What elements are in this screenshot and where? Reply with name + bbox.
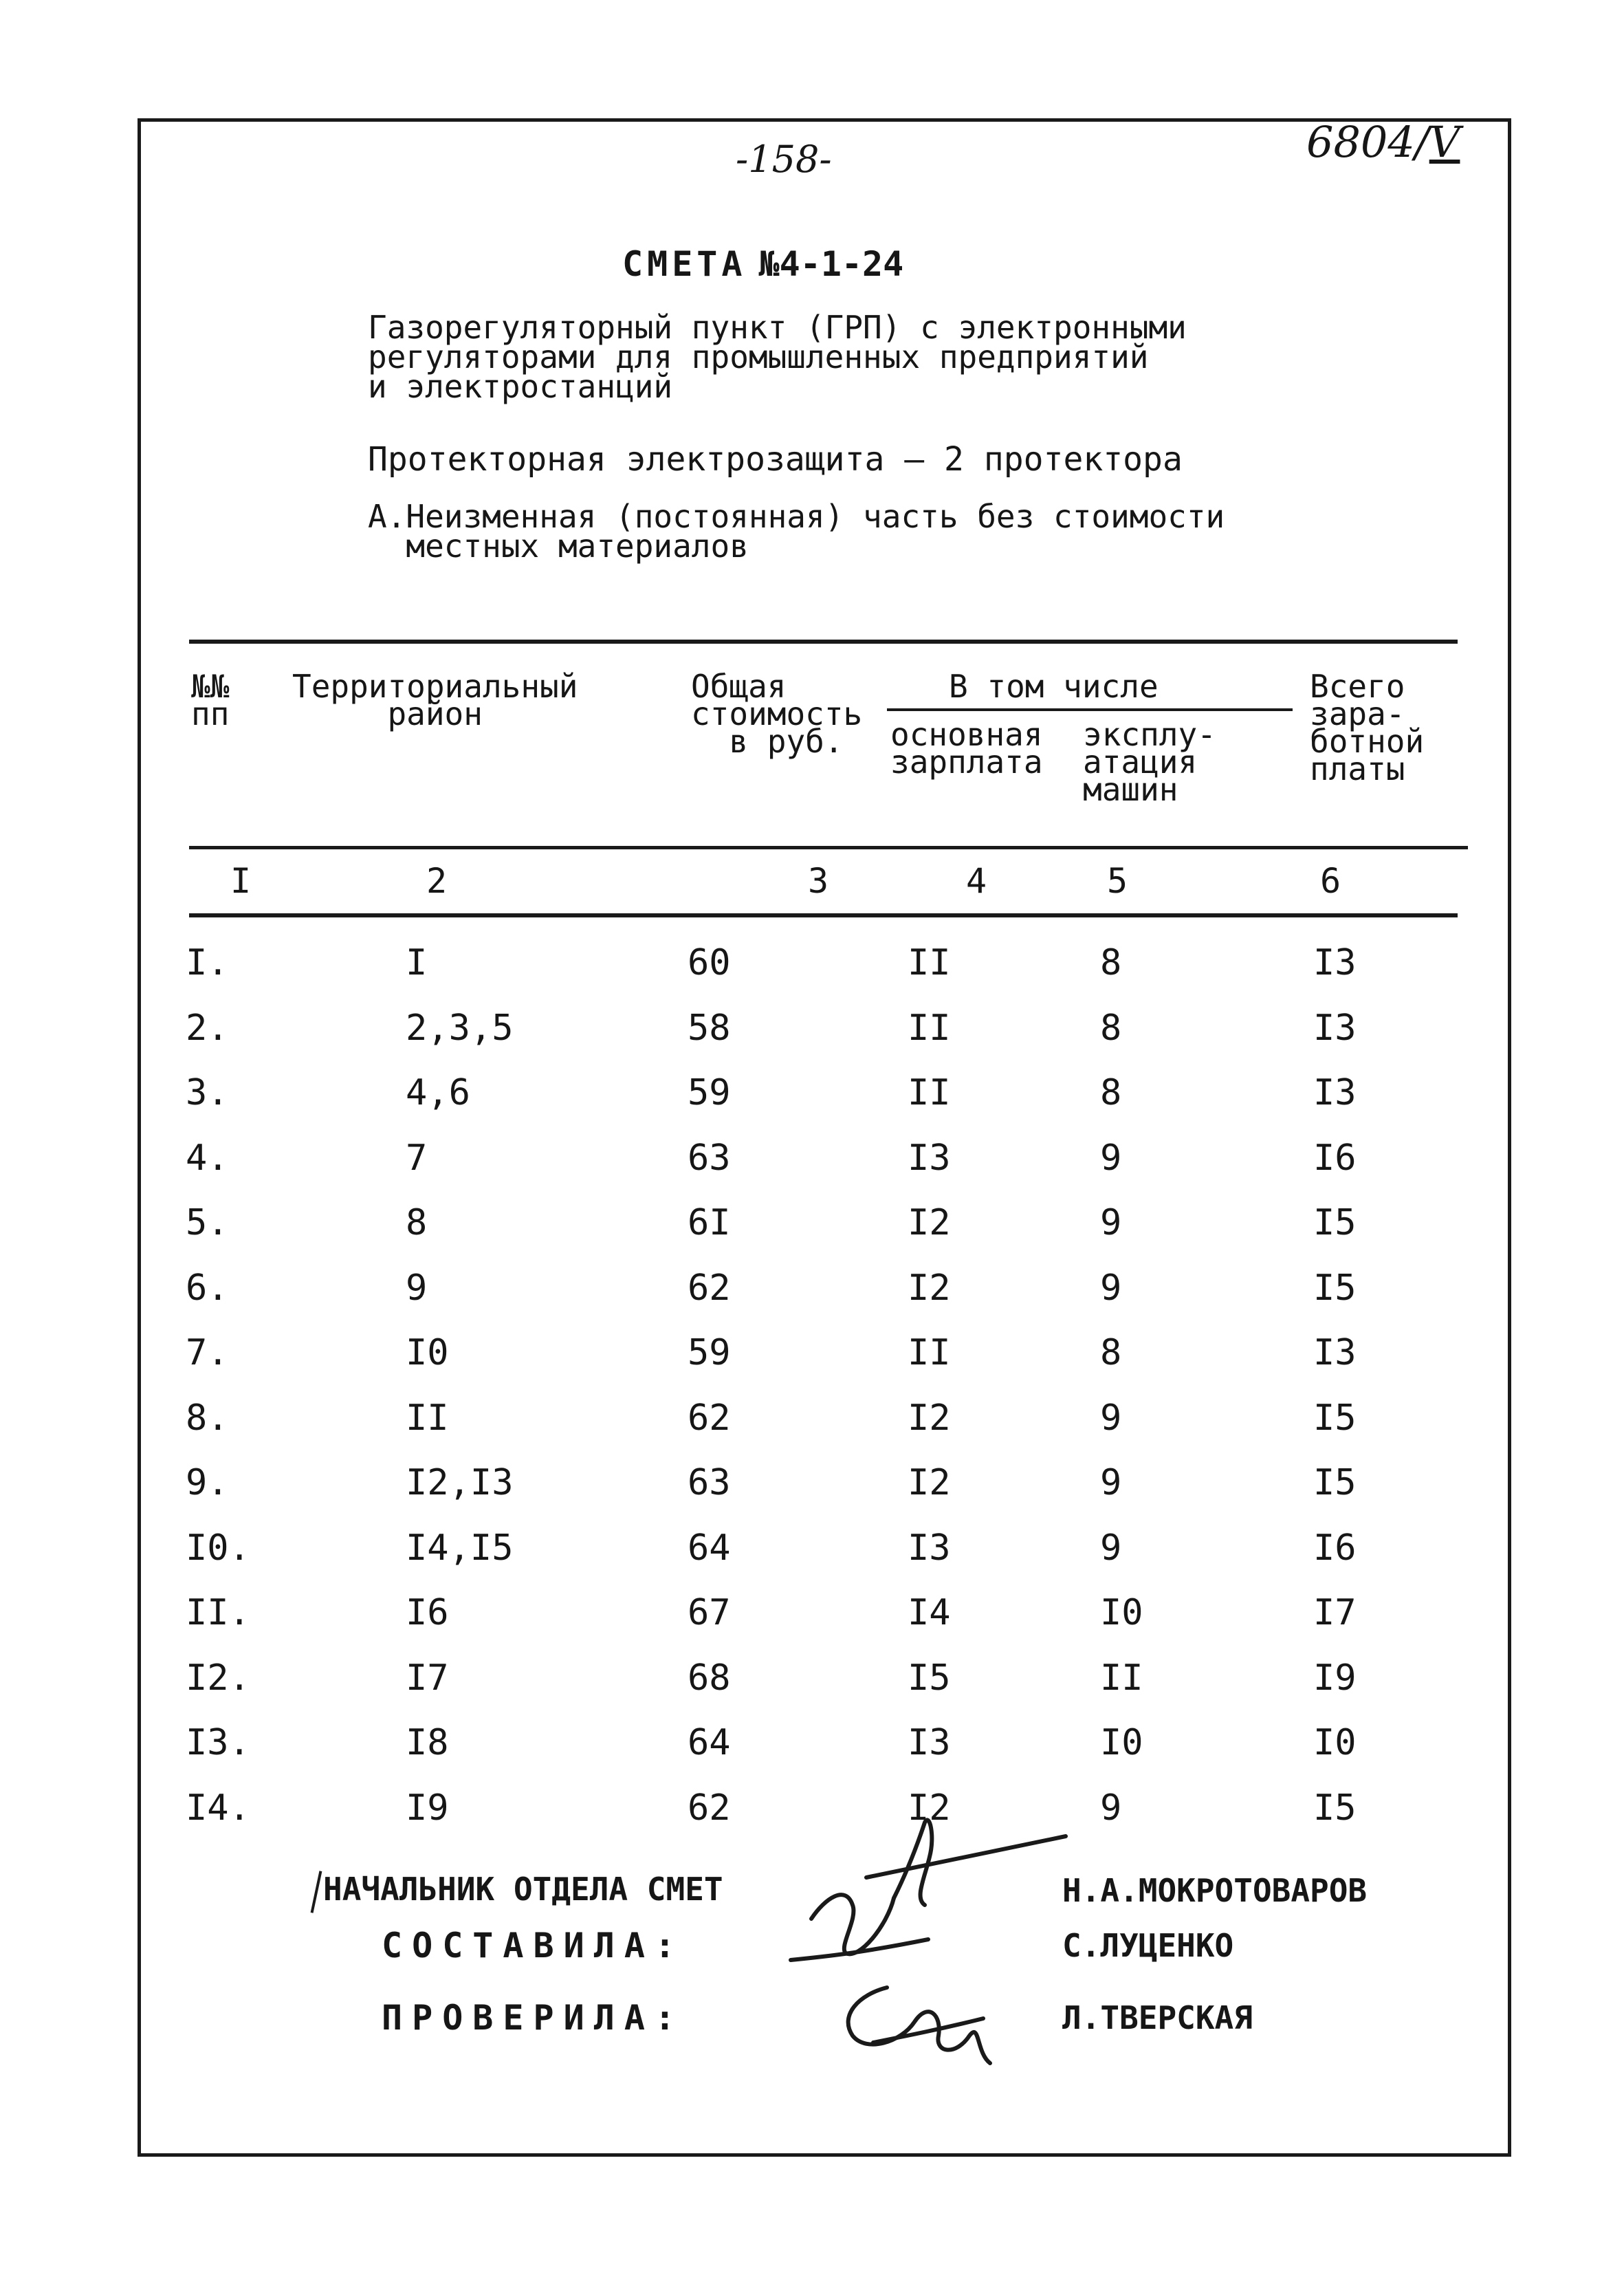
total-cost-cell: 6I: [688, 1202, 731, 1243]
region-cell: I8: [406, 1722, 449, 1763]
table-row: [0, 1202, 1624, 1267]
machine-operation-cell: 9: [1100, 1787, 1122, 1829]
total-cost-cell: 64: [688, 1722, 731, 1763]
head-of-department-label: НАЧАЛЬНИК ОТДЕЛА СМЕТ: [323, 1871, 723, 1908]
estimate-title: [622, 244, 903, 284]
basic-salary-cell: II: [908, 1332, 951, 1373]
document-code-main: 6804/: [1306, 117, 1429, 167]
row-number: 9.: [186, 1462, 229, 1503]
total-wages-cell: I3: [1313, 1072, 1357, 1113]
machine-operation-cell: 9: [1100, 1137, 1122, 1179]
table-row: [0, 1592, 1624, 1657]
row-number: I2.: [186, 1657, 250, 1699]
basic-salary-cell: I2: [908, 1202, 951, 1243]
table-row: [0, 1527, 1624, 1592]
machine-operation-cell: I0: [1100, 1722, 1143, 1763]
part-title: А.Неизменная (постоянная) часть без стоимости местных материалов: [368, 498, 1225, 565]
row-number: 6.: [186, 1267, 229, 1309]
column-number-4: 4: [966, 861, 987, 901]
total-wages-cell: I5: [1313, 1202, 1357, 1243]
handwritten-signatures: [770, 1816, 1086, 2077]
header-including: В том числе: [949, 668, 1159, 705]
machine-operation-cell: 9: [1100, 1527, 1122, 1569]
total-cost-cell: 63: [688, 1462, 731, 1503]
region-cell: 7: [406, 1137, 428, 1179]
total-wages-cell: I5: [1313, 1397, 1357, 1439]
region-cell: I6: [406, 1592, 449, 1633]
column-number-1: I: [230, 861, 252, 901]
compiled-by-name: С.ЛУЦЕНКО: [1062, 1927, 1234, 1964]
page-number: -158-: [736, 138, 832, 181]
machine-operation-cell: 9: [1100, 1267, 1122, 1309]
row-number: I.: [186, 942, 229, 983]
header-total-wages: Всего зара- ботной платы: [1310, 668, 1425, 787]
total-cost-cell: 59: [688, 1332, 731, 1373]
table-row: [0, 1722, 1624, 1787]
header-basic-salary: основная зарплата: [890, 716, 1043, 781]
total-cost-cell: 58: [688, 1007, 731, 1049]
region-cell: I4,I5: [406, 1527, 514, 1569]
table-top-rule: [189, 640, 1458, 644]
region-cell: I2,I3: [406, 1462, 514, 1503]
document-code: [1306, 117, 1460, 167]
title-word: СМЕТА: [622, 244, 747, 284]
column-number-3: 3: [808, 861, 829, 901]
row-number: 7.: [186, 1332, 229, 1373]
head-of-department-name: Н.А.МОКРОТОВАРОВ: [1062, 1872, 1368, 1909]
table-row: [0, 1008, 1624, 1072]
header-bottom-rule: [189, 846, 1468, 849]
total-wages-cell: I9: [1313, 1657, 1357, 1699]
machine-operation-cell: II: [1100, 1657, 1143, 1699]
table-row: [0, 942, 1624, 1007]
table-row: [0, 1397, 1624, 1462]
basic-salary-cell: I3: [908, 1722, 951, 1763]
basic-salary-cell: I4: [908, 1592, 951, 1633]
header-machine-operation: эксплу- атация машин: [1083, 716, 1216, 808]
basic-salary-cell: II: [908, 1072, 951, 1113]
total-wages-cell: I5: [1313, 1267, 1357, 1309]
region-cell: II: [406, 1397, 449, 1439]
table-row: [0, 1332, 1624, 1397]
section-title: Протекторная электрозащита – 2 протектора: [368, 440, 1183, 479]
title-number: №4-1-24: [758, 244, 904, 284]
total-cost-cell: 64: [688, 1527, 731, 1569]
basic-salary-cell: I3: [908, 1137, 951, 1179]
column-number-2: 2: [426, 861, 448, 901]
machine-operation-cell: 9: [1100, 1462, 1122, 1503]
machine-operation-cell: 9: [1100, 1397, 1122, 1439]
table-row: [0, 1138, 1624, 1202]
checked-by-name: Л.ТВЕРСКАЯ: [1062, 1999, 1253, 2036]
checked-by-label: ПРОВЕРИЛА:: [382, 1998, 685, 2038]
table-row: [0, 1657, 1624, 1722]
basic-salary-cell: I5: [908, 1657, 951, 1699]
table-row: [0, 1072, 1624, 1137]
total-wages-cell: I3: [1313, 1332, 1357, 1373]
total-wages-cell: I3: [1313, 942, 1357, 983]
total-cost-cell: 59: [688, 1072, 731, 1113]
column-number-5: 5: [1107, 861, 1128, 901]
header-region: Территориальный район: [292, 668, 578, 732]
column-number-6: 6: [1320, 861, 1341, 901]
total-wages-cell: I6: [1313, 1527, 1357, 1569]
table-row: [0, 1267, 1624, 1332]
total-cost-cell: 63: [688, 1137, 731, 1179]
region-cell: I9: [406, 1787, 449, 1829]
region-cell: I0: [406, 1332, 449, 1373]
total-cost-cell: 60: [688, 942, 731, 983]
document-code-sub: V: [1429, 117, 1460, 167]
basic-salary-cell: II: [908, 1007, 951, 1049]
total-cost-cell: 67: [688, 1592, 731, 1633]
total-cost-cell: 62: [688, 1787, 731, 1829]
column-numbers-rule: [189, 913, 1458, 917]
basic-salary-cell: I2: [908, 1267, 951, 1309]
total-cost-cell: 68: [688, 1657, 731, 1699]
row-number: I4.: [186, 1787, 250, 1829]
compiled-by-label: СОСТАВИЛА:: [382, 1926, 685, 1966]
region-cell: 4,6: [406, 1072, 470, 1113]
row-number: II.: [186, 1592, 250, 1633]
total-wages-cell: I5: [1313, 1787, 1357, 1829]
region-cell: I7: [406, 1657, 449, 1699]
total-cost-cell: 62: [688, 1267, 731, 1309]
basic-salary-cell: I3: [908, 1527, 951, 1569]
machine-operation-cell: 8: [1100, 942, 1122, 983]
machine-operation-cell: 8: [1100, 1332, 1122, 1373]
machine-operation-cell: 8: [1100, 1072, 1122, 1113]
region-cell: 9: [406, 1267, 428, 1309]
total-cost-cell: 62: [688, 1397, 731, 1439]
header-number: №№ пп: [191, 668, 230, 732]
row-number: 3.: [186, 1072, 229, 1113]
header-including-rule: [887, 708, 1293, 711]
region-cell: I: [406, 942, 428, 983]
table-row: [0, 1462, 1624, 1527]
total-wages-cell: I5: [1313, 1462, 1357, 1503]
basic-salary-cell: I2: [908, 1787, 951, 1829]
row-number: 2.: [186, 1007, 229, 1049]
total-wages-cell: I6: [1313, 1137, 1357, 1179]
total-wages-cell: I0: [1313, 1722, 1357, 1763]
region-cell: 8: [406, 1202, 428, 1243]
header-total-cost: Общая стоимость в руб.: [691, 668, 863, 760]
object-description: Газорегуляторный пункт (ГРП) с электронными регуляторами для промышленных предприятий и электростанций: [368, 309, 1187, 405]
machine-operation-cell: 8: [1100, 1007, 1122, 1049]
total-wages-cell: I7: [1313, 1592, 1357, 1633]
machine-operation-cell: I0: [1100, 1592, 1143, 1633]
row-number: 4.: [186, 1137, 229, 1179]
basic-salary-cell: I2: [908, 1462, 951, 1503]
row-number: I3.: [186, 1722, 250, 1763]
basic-salary-cell: I2: [908, 1397, 951, 1439]
row-number: 8.: [186, 1397, 229, 1439]
total-wages-cell: I3: [1313, 1007, 1357, 1049]
machine-operation-cell: 9: [1100, 1202, 1122, 1243]
region-cell: 2,3,5: [406, 1007, 514, 1049]
basic-salary-cell: II: [908, 942, 951, 983]
row-number: 5.: [186, 1202, 229, 1243]
row-number: I0.: [186, 1527, 250, 1569]
